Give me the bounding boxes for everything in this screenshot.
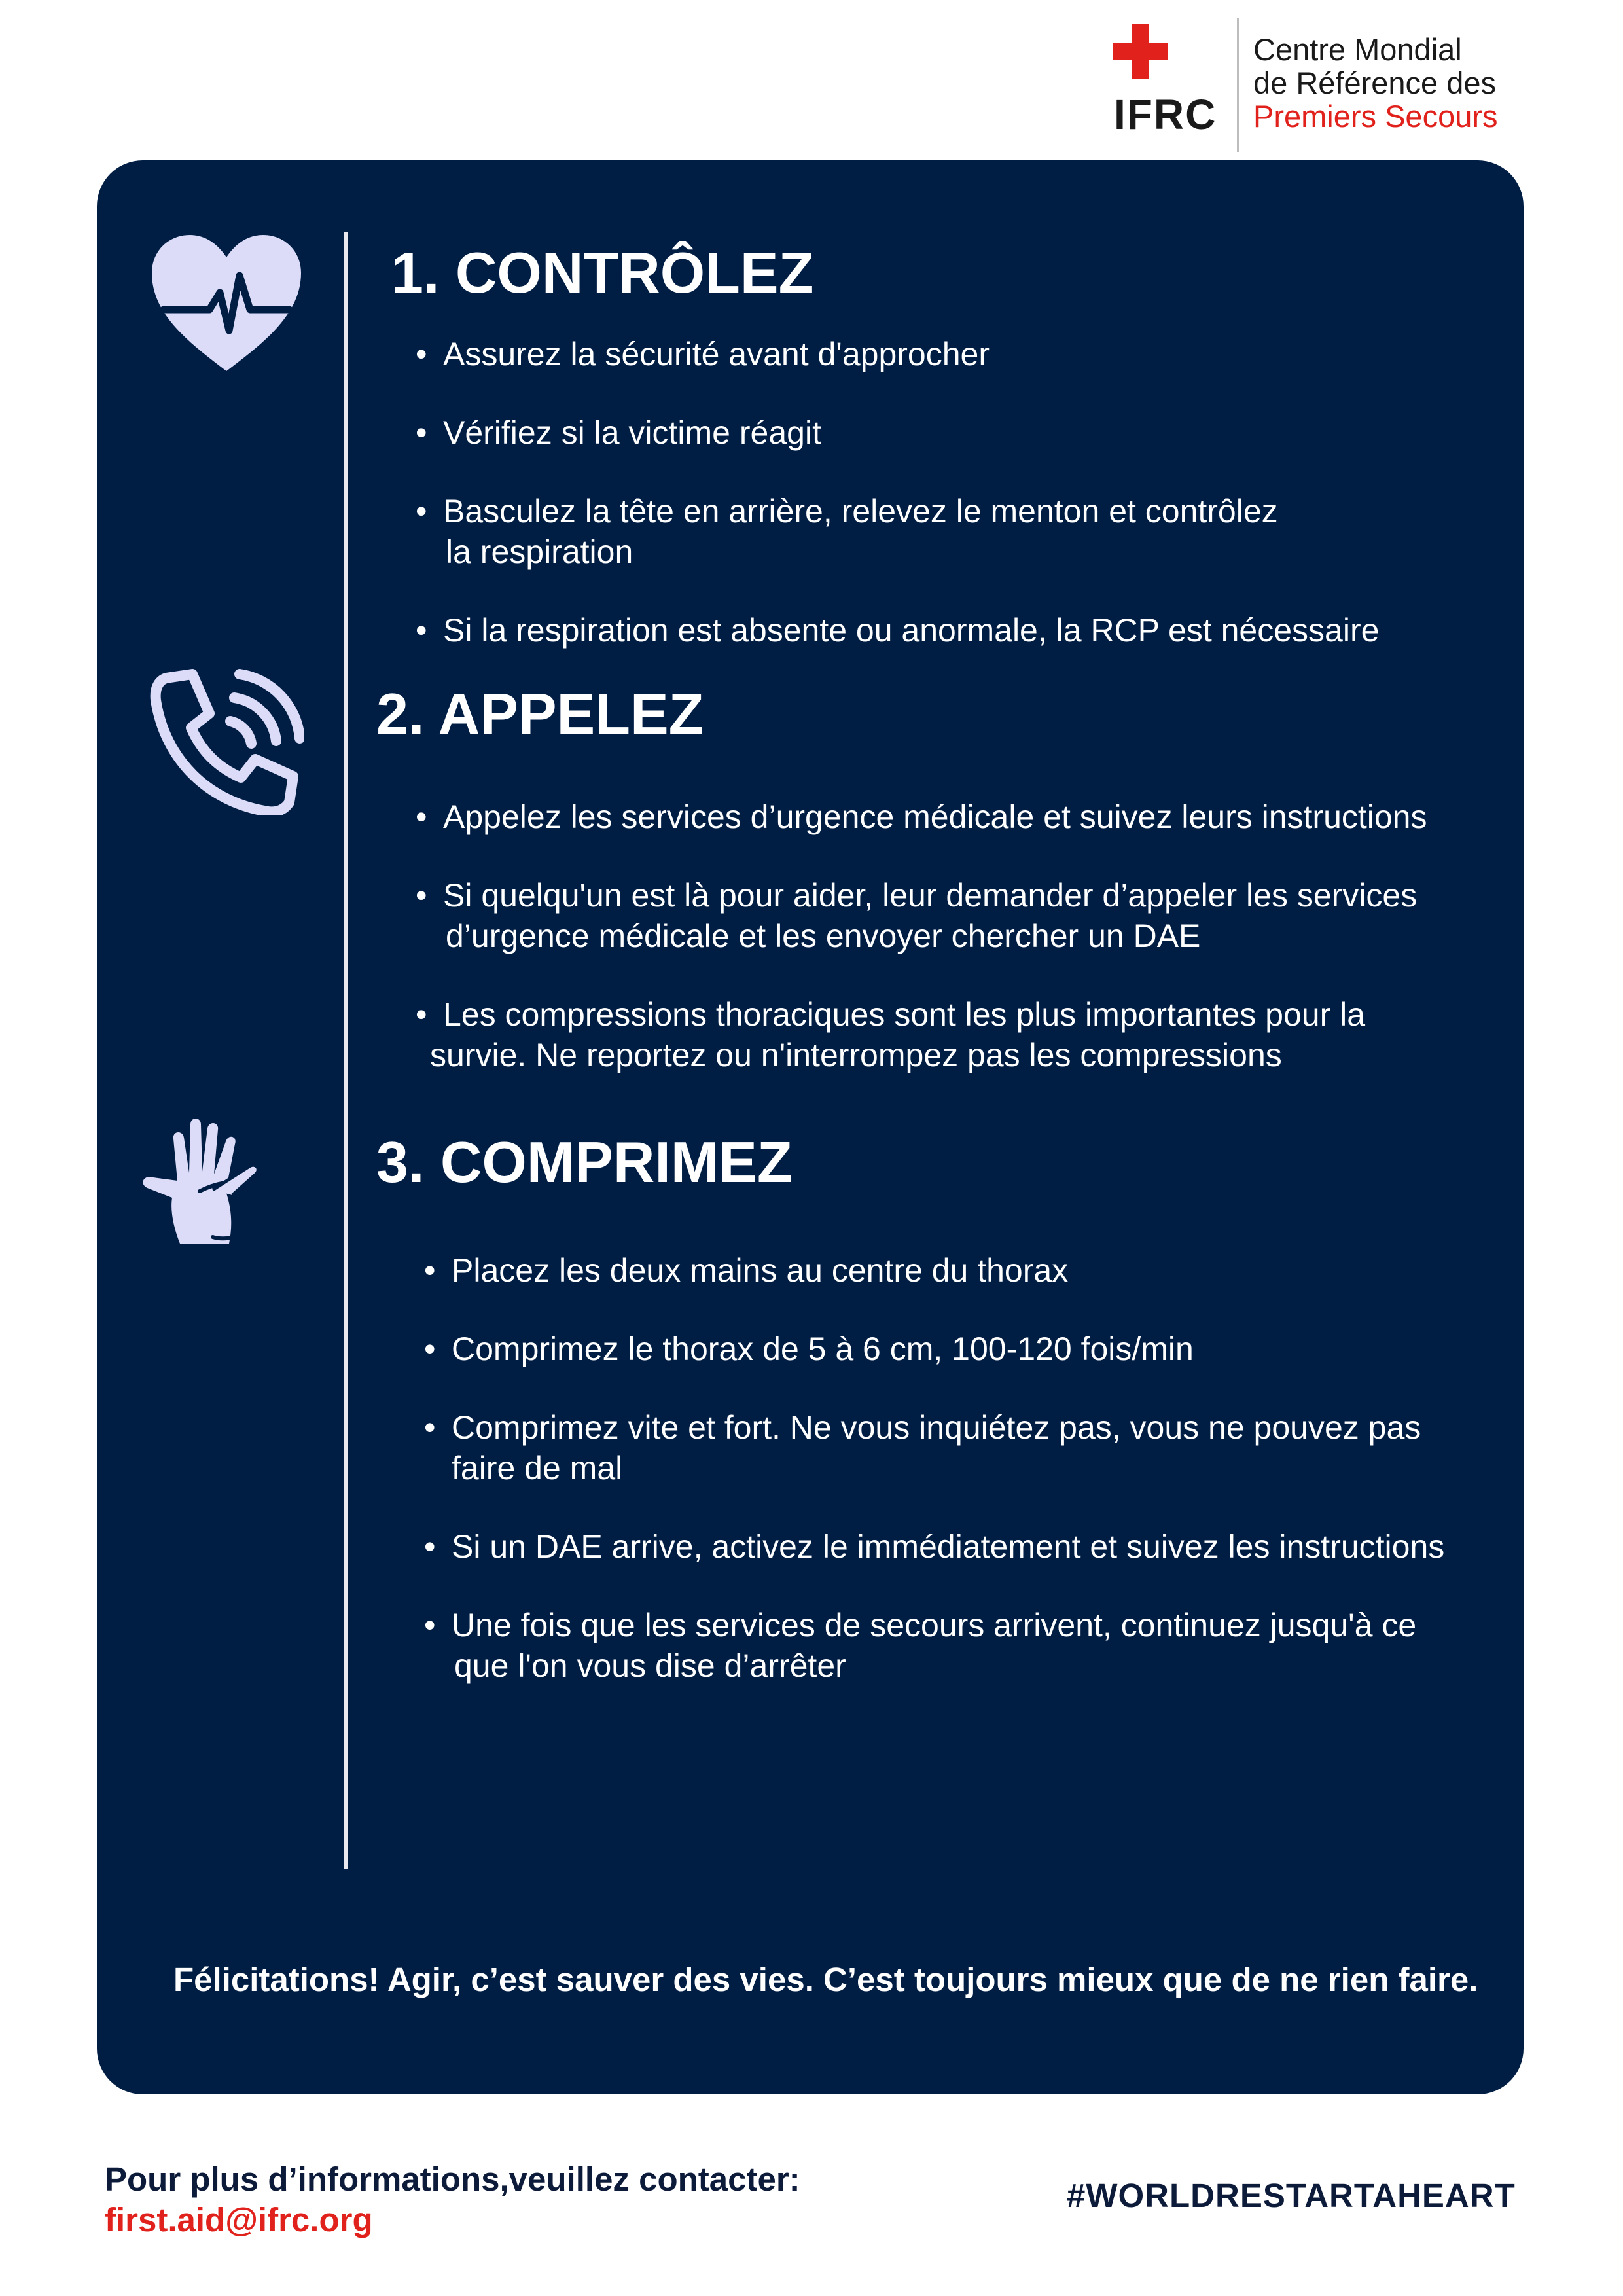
- list-item-text: la respiration: [446, 533, 633, 570]
- list-item-text: Comprimez vite et fort. Ne vous inquiétez pas, vous ne pouvez pas: [452, 1409, 1421, 1446]
- list-item: [416, 875, 1427, 956]
- logo-line-1: Centre Mondial: [1253, 32, 1462, 67]
- list-item: [416, 412, 1379, 453]
- campaign-hashtag: #WORLDRESTARTAHEART: [1067, 2177, 1516, 2214]
- list-item-text: Assurez la sécurité avant d'approcher: [443, 336, 990, 372]
- section-list-check: [416, 334, 1379, 651]
- list-item: [416, 334, 1379, 374]
- list-item-text: survie. Ne reportez ou n'interrompez pas les compressions: [430, 1037, 1282, 1073]
- list-item-text: Si un DAE arrive, activez le immédiatement et suivez les instructions: [452, 1528, 1445, 1565]
- list-item-text: Les compressions thoraciques sont les plus importantes pour la: [443, 996, 1366, 1033]
- list-item: [416, 994, 1427, 1075]
- list-item-text: que l'on vous dise d’arrêter: [454, 1647, 846, 1684]
- section-title-compress: 3. COMPRIMEZ: [376, 1130, 793, 1194]
- section-title-call: 2. APPELEZ: [376, 681, 704, 746]
- section-list-compress: [424, 1250, 1444, 1686]
- list-item: [424, 1407, 1444, 1488]
- list-item-text: Si quelqu'un est là pour aider, leur demander d’appeler les services: [443, 877, 1418, 914]
- list-item-text: Si la respiration est absente ou anormale, la RCP est nécessaire: [443, 612, 1380, 649]
- logo-line-3: Premiers Secours: [1253, 99, 1498, 134]
- logo-text: [1253, 33, 1498, 133]
- congrats-message: Félicitations! Agir, c’est sauver des vies. C’est toujours mieux que de ne rien faire.: [173, 1961, 1478, 1998]
- timeline-divider: [344, 232, 348, 1869]
- list-item-text: Comprimez le thorax de 5 à 6 cm, 100-120 fois/min: [452, 1331, 1194, 1367]
- list-item-text: Basculez la tête en arrière, relevez le menton et contrôlez: [443, 493, 1278, 529]
- list-item: [416, 610, 1379, 651]
- logo-abbr: IFRC: [1114, 91, 1217, 138]
- list-item: [416, 491, 1379, 572]
- list-item: [424, 1250, 1444, 1291]
- heart-pulse-icon: [149, 232, 304, 373]
- ifrc-logo: [1113, 18, 1518, 156]
- red-cross-crescent-icon: [1113, 18, 1217, 90]
- list-item-text: faire de mal: [452, 1450, 623, 1486]
- list-item-text: Appelez les services d’urgence médicale et suivez leurs instructions: [443, 798, 1427, 835]
- list-item: [424, 1605, 1444, 1686]
- logo-divider: [1237, 18, 1239, 152]
- section-list-call: [416, 797, 1427, 1075]
- contact-label: Pour plus d’informations,veuillez contacter:: [105, 2161, 800, 2198]
- list-item-text: Une fois que les services de secours arrivent, continuez jusqu'à ce: [452, 1607, 1417, 1643]
- cpr-hands-icon: [134, 1113, 285, 1253]
- list-item: [416, 797, 1427, 837]
- list-item-text: d’urgence médicale et les envoyer chercher un DAE: [446, 918, 1201, 954]
- logo-line-2: de Référence des: [1253, 65, 1497, 100]
- list-item-text: Placez les deux mains au centre du thorax: [452, 1252, 1069, 1289]
- section-title-check: 1. CONTRÔLEZ: [391, 240, 814, 305]
- list-item: [424, 1329, 1444, 1369]
- phone-ringing-icon: [149, 668, 304, 815]
- list-item-text: Vérifiez si la victime réagit: [443, 414, 821, 451]
- contact-email-link[interactable]: first.aid@ifrc.org: [105, 2201, 373, 2238]
- list-item: [424, 1526, 1444, 1567]
